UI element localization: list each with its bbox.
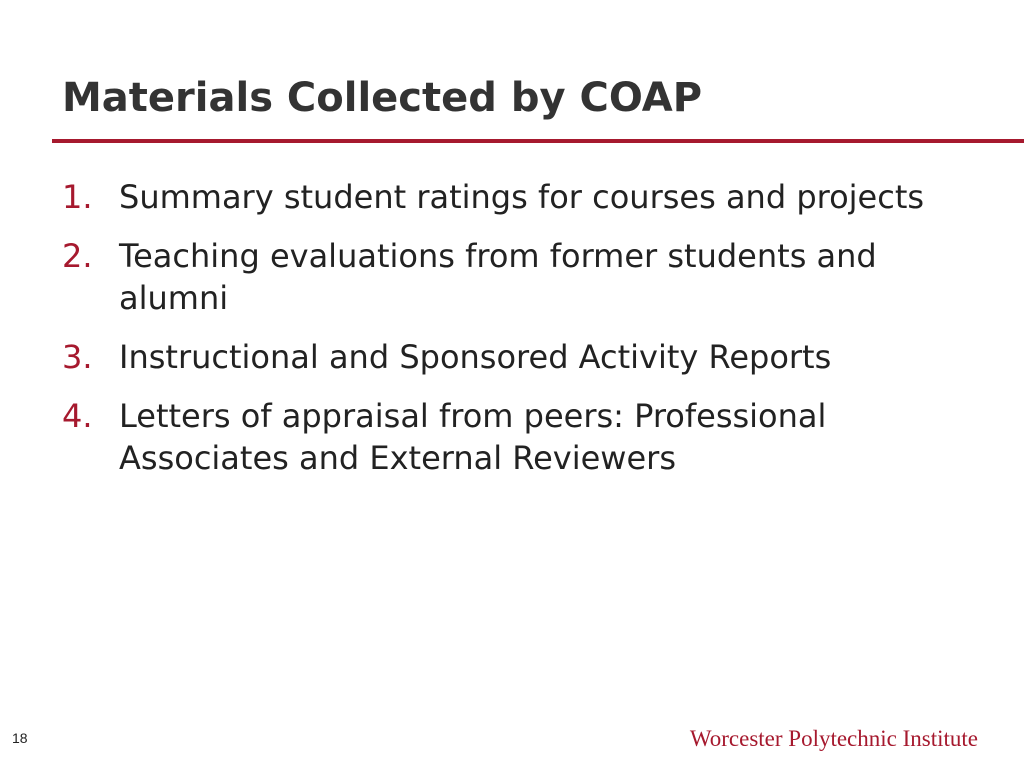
list-item-text: Letters of appraisal from peers: Professional Associates and External Reviewers bbox=[119, 397, 827, 477]
list-item-number: 2. bbox=[62, 237, 93, 275]
list-item-number: 1. bbox=[62, 178, 93, 216]
list-item bbox=[62, 176, 962, 218]
page-number: 18 bbox=[12, 730, 28, 746]
institution-wordmark: Worcester Polytechnic Institute bbox=[689, 726, 978, 751]
list-item-number: 3. bbox=[62, 338, 93, 376]
list-item-number: 4. bbox=[62, 397, 93, 435]
list-item-text: Instructional and Sponsored Activity Reports bbox=[119, 338, 832, 376]
list-item bbox=[62, 395, 962, 479]
list-item bbox=[62, 336, 962, 378]
list-item-text: Summary student ratings for courses and projects bbox=[119, 178, 925, 216]
list-item-text: Teaching evaluations from former students and alumni bbox=[119, 237, 877, 317]
materials-list bbox=[62, 176, 962, 496]
slide-title: Materials Collected by COAP bbox=[62, 75, 703, 121]
list-item bbox=[62, 235, 962, 319]
title-divider bbox=[52, 139, 1024, 143]
